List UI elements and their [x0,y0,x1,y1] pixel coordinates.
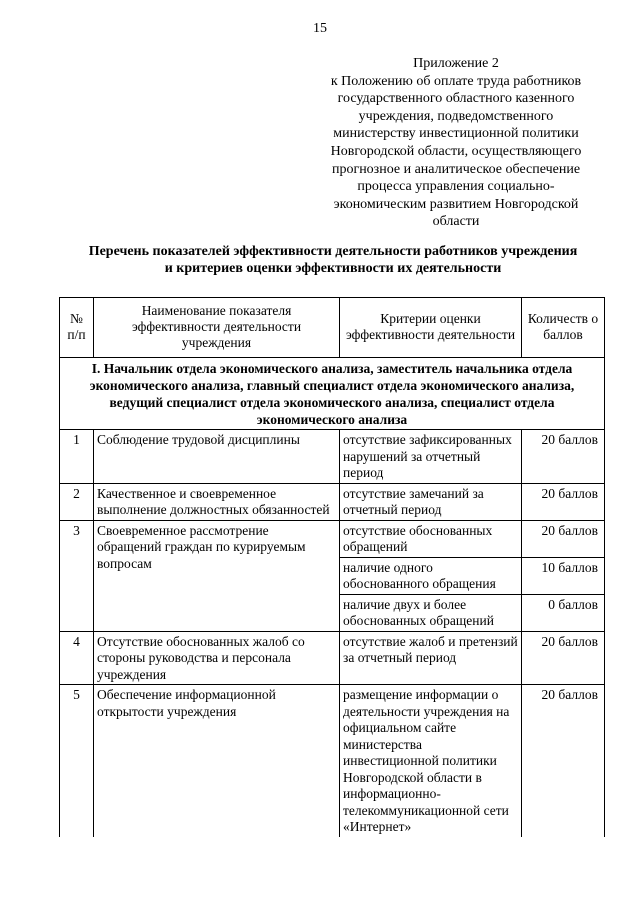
row-points: 20 баллов [522,483,605,520]
appendix-line: к Положению об оплате труда работников [330,73,582,89]
header-num: № п/п [60,298,94,358]
table-row [60,430,605,484]
row-criteria: отсутствие замечаний за отчетный период [340,483,522,520]
appendix-line: прогнозное и аналитическое обеспечение [331,161,581,177]
row-criteria: отсутствие обоснованных обращений [340,520,522,557]
table-row [60,685,605,837]
title-line: и критериев оценки эффективности их деятельности [164,261,502,276]
document-title [0,243,640,277]
appendix-line: процесса управления социально- [357,179,555,195]
page-number: 15 [313,21,327,36]
table-header-row [60,298,605,358]
row-num: 3 [60,520,94,631]
table-row [60,631,605,685]
indicators-table [59,297,605,837]
appendix-line: учреждения, подведомственного [358,108,554,124]
row-criteria: наличие двух и более обоснованных обращений [340,594,522,631]
header-points: Количеств о баллов [522,298,605,358]
header-criteria: Критерии оценки эффективности деятельности [340,298,522,358]
table-row [60,483,605,520]
appendix-line: министерству инвестиционной политики [333,126,579,142]
row-points: 20 баллов [522,520,605,557]
row-points: 20 баллов [522,631,605,685]
row-num: 4 [60,631,94,685]
row-criteria: размещение информации о деятельности учреждения на официальном сайте министерства инвестиционной политики Новгородской области в информационно-телекоммуникационной сети «Интернет» [340,685,522,837]
section-row [60,358,605,430]
section-title: I. Начальник отдела экономического анализа, заместитель начальника отдела экономического анализа, главный специалист отдела экономического анализа, ведущий специалист отдела экономического анализа, специалист отдела экономического анализа [60,358,605,430]
row-name: Отсутствие обоснованных жалоб со стороны руководства и персонала учреждения [94,631,340,685]
row-num: 5 [60,685,94,837]
row-name: Своевременное рассмотрение обращений граждан по курируемым вопросам [94,520,340,631]
table-row [60,520,605,557]
appendix-line: Приложение 2 [413,56,499,71]
appendix-line: Новгородской области, осуществляющего [330,143,582,159]
row-name: Качественное и своевременное выполнение должностных обязанностей [94,483,340,520]
row-criteria: отсутствие жалоб и претензий за отчетный период [340,631,522,685]
appendix-line: области [432,214,480,230]
row-num: 2 [60,483,94,520]
title-line: Перечень показателей эффективности деятельности работников учреждения [88,244,578,259]
row-name: Обеспечение информационной открытости учреждения [94,685,340,837]
appendix-header [300,55,612,231]
row-points: 20 баллов [522,685,605,837]
row-num: 1 [60,430,94,484]
appendix-line: государственного областного казенного [337,91,575,107]
row-points: 0 баллов [522,594,605,631]
row-criteria: наличие одного обоснованного обращения [340,557,522,594]
appendix-line: экономическим развитием Новгородской [333,196,579,212]
row-points: 20 баллов [522,430,605,484]
row-name: Соблюдение трудовой дисциплины [94,430,340,484]
row-criteria: отсутствие зафиксированных нарушений за отчетный период [340,430,522,484]
row-points: 10 баллов [522,557,605,594]
header-name: Наименование показателя эффективности деятельности учреждения [94,298,340,358]
